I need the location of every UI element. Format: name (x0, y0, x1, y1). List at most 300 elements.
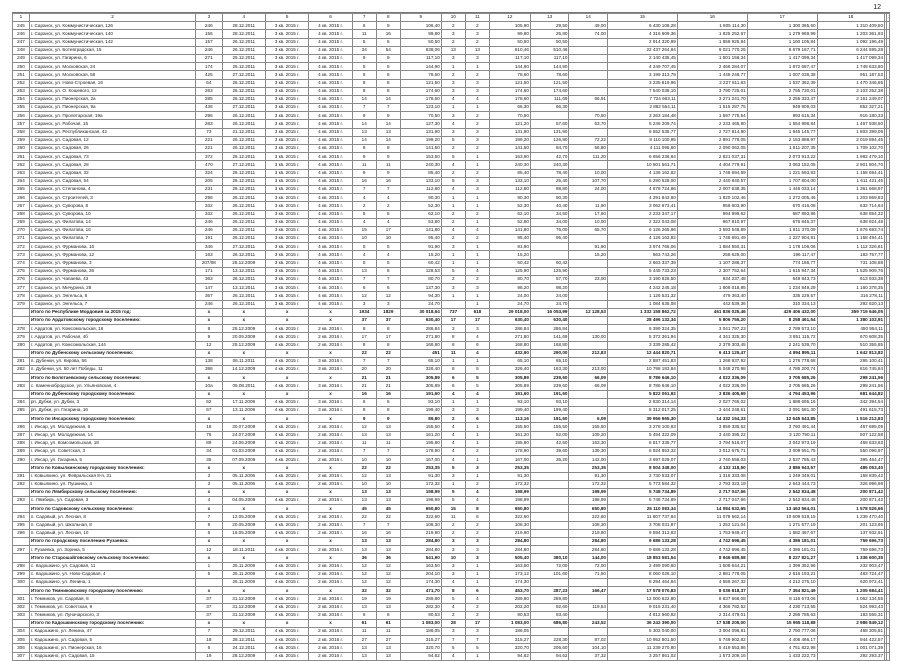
table-cell: 5 (376, 63, 400, 71)
table-cell: 5 (465, 374, 489, 382)
table-cell: г. Саранск, ул. Чапаева, 43 (29, 276, 195, 284)
table-cell: 1 501 156,34 (677, 54, 747, 62)
table-cell: 4 кв. 2015 г. (265, 652, 308, 660)
table-cell: 201 123,65 (817, 521, 884, 529)
table-cell: с. Кадошкино, ул. Ново-Садовая, 4 (29, 570, 195, 578)
table-cell: 4 кв. 2015 г. (265, 603, 308, 611)
table-cell: 66,09 (569, 374, 608, 382)
table-cell: г. Саранск, ул. Садовая, 28 (29, 161, 195, 169)
table-cell: 121,50 (530, 79, 569, 87)
table-cell: 8 786 646,10 (607, 374, 677, 382)
table-cell: 172,32 (400, 480, 441, 488)
table-cell: 916 180,33 (817, 112, 884, 120)
table-cell: 4 кв. 2015 г. (309, 251, 352, 259)
table-cell: 630,40 (530, 316, 569, 324)
table-cell: 52,30 (400, 202, 441, 210)
table-cell: 24,00 (489, 292, 530, 300)
subtotal-row (13, 505, 890, 513)
table-cell (13, 587, 30, 595)
table-cell: 292 293,37 (817, 652, 884, 660)
table-row (13, 120, 890, 128)
table-cell: 12 (352, 578, 376, 586)
table-cell: 142,00 (569, 456, 608, 464)
table-cell: 228,30 (530, 636, 569, 644)
table-cell: 1 448 248,77 (677, 71, 747, 79)
table-cell: 37 (196, 611, 223, 619)
table-cell: 5 419 553,86 (677, 644, 747, 652)
table-cell: 7 (376, 357, 400, 365)
table-row (13, 611, 890, 619)
table-cell: 2 (441, 521, 465, 529)
table-row (13, 407, 890, 415)
table-cell: 219,90 (400, 529, 441, 537)
table-cell (13, 349, 30, 357)
table-cell: 248 (13, 46, 30, 54)
table-cell: 507 122,58 (817, 431, 884, 439)
table-cell: 13 (376, 423, 400, 431)
table-cell-empty (887, 423, 890, 431)
table-cell: 1 160 378,35 (817, 284, 884, 292)
table-cell: х (222, 538, 265, 546)
table-cell (13, 390, 30, 398)
table-cell-empty (887, 488, 890, 496)
table-cell: 2 643 444,73 (747, 480, 817, 488)
table-cell: 206,60 (530, 644, 569, 652)
table-cell: 2 019 894,45 (817, 136, 884, 144)
table-cell: 13 (352, 497, 376, 505)
table-cell: 153,90 (489, 153, 530, 161)
table-cell: 12 (352, 423, 376, 431)
table-cell: 196 117,47 (747, 251, 817, 259)
table-cell: 2 440 840,57 (677, 177, 747, 185)
table-cell: 2 233 347,17 (607, 210, 677, 218)
table-cell: х (265, 505, 308, 513)
table-cell: 4 556 267,32 (677, 578, 747, 586)
table-cell: 70,50 (569, 112, 608, 120)
table-cell: 3 708 031,87 (607, 521, 677, 529)
table-cell: 26.12.2011 (222, 38, 265, 46)
table-row (13, 112, 890, 120)
table-cell: 17 538 205,00 (677, 619, 747, 627)
table-cell: 13 (376, 652, 400, 660)
table-cell: г. Саранск, ул. Коммунистическая, 140 (29, 30, 195, 38)
table-cell: 395 464,47 (817, 456, 884, 464)
table-cell: 1 (441, 63, 465, 71)
table-cell: х (309, 619, 352, 627)
table-cell: 681 644,82 (817, 390, 884, 398)
table-cell: 273 (13, 251, 30, 259)
table-cell: 3 кв. 2015 г. (265, 161, 308, 169)
table-cell: 958 603,90 (677, 202, 747, 210)
table-cell: 245 (13, 22, 30, 30)
table-cell: 9 021 770,25 (677, 46, 747, 54)
table-cell: 288 (13, 439, 30, 447)
subtotal-row (13, 349, 890, 357)
table-cell: 4 878 724,86 (607, 185, 677, 193)
table-cell: 26.12.2011 (222, 300, 265, 308)
table-cell: г. Ковылкино, ул. Февральская 8-я, 31 (29, 472, 195, 480)
table-cell: 8 110 100,95 (607, 136, 677, 144)
table-cell: 4 кв. 2015 г. (265, 595, 308, 603)
table-cell: х (265, 308, 308, 316)
table-cell: 1 007 038,38 (747, 71, 817, 79)
table-cell: г. Саранск, ул. Фурманова, 12 (29, 251, 195, 259)
table-cell: 61 (376, 619, 400, 627)
table-cell: 6 (376, 38, 400, 46)
table-cell: 663 743,26 (607, 251, 677, 259)
table-cell: 8 (352, 325, 376, 333)
table-cell: 23,00 (569, 276, 608, 284)
table-cell: 174,60 (530, 87, 569, 95)
table-row (13, 300, 890, 308)
table-cell: 137,30 (400, 284, 441, 292)
table-cell: х (196, 619, 223, 627)
table-cell: 246 (196, 218, 223, 226)
table-cell: 10,00 (569, 218, 608, 226)
table-cell: 10 (352, 456, 376, 464)
table-cell: 246 (13, 30, 30, 38)
table-cell: 3 кв. 2015 г. (265, 284, 308, 292)
table-cell: 21 (376, 382, 400, 390)
table-cell: 64 (196, 79, 223, 87)
table-cell: 94,30 (400, 292, 441, 300)
table-cell: 1 (441, 194, 465, 202)
table-cell (569, 259, 608, 267)
table-cell: 72,22 (569, 136, 608, 144)
table-cell: 13 (376, 644, 400, 652)
table-cell: 1 399 352,96 (747, 562, 817, 570)
table-cell: 2 (465, 112, 489, 120)
table-cell-empty (887, 46, 890, 54)
table-row (13, 30, 890, 38)
table-cell: х (196, 538, 223, 546)
table-cell: 9 (376, 112, 400, 120)
table-cell: г. Саранск, ул. Суворова, 8 (29, 202, 195, 210)
table-cell: 2 862 554,11 (607, 104, 677, 112)
table-row (13, 87, 890, 95)
table-cell: 451 (400, 349, 441, 357)
housing-program-table (12, 12, 890, 661)
table-cell: 491 615,73 (817, 407, 884, 415)
table-cell: 5 (352, 259, 376, 267)
table-cell: 3 кв. 2015 г. (265, 259, 308, 267)
table-cell: 1 811 207,35 (747, 145, 817, 153)
table-cell: 3 (465, 54, 489, 62)
table-cell (13, 619, 30, 627)
table-cell: 3 кв. 2015 г. (265, 54, 308, 62)
table-cell (530, 480, 569, 488)
table-cell: 2 кв. 2016 г. (309, 521, 352, 529)
table-cell: 173,12 (489, 570, 530, 578)
table-cell: 1 872 687,47 (747, 63, 817, 71)
table-cell: х (222, 488, 265, 496)
table-cell: 7 (352, 104, 376, 112)
table-cell: 468 633,63 (817, 439, 884, 447)
subtotal-row (13, 587, 890, 595)
table-cell: Итого по Лямбирскому сельскому поселению: (29, 488, 195, 496)
table-cell: 4 (441, 390, 465, 398)
table-cell: 3 кв. 2015 г. (265, 30, 308, 38)
table-cell-empty (887, 128, 890, 136)
table-cell: 275 (13, 267, 30, 275)
table-cell: 274 (13, 259, 30, 267)
table-cell: 12.05.2009 (222, 513, 265, 521)
table-cell: 7 (196, 513, 223, 521)
table-cell: 3 041 797,23 (677, 325, 747, 333)
table-cell-empty (887, 456, 890, 464)
table-cell: 138 (196, 357, 223, 365)
table-cell: 8 036 818,37 (677, 587, 747, 595)
table-cell: 3 (441, 562, 465, 570)
table-cell: 630,40 (400, 316, 441, 324)
table-cell: 3 кв. 2016 г. (309, 366, 352, 374)
table-cell: 72,00 (530, 562, 569, 570)
table-cell: 258 (13, 128, 30, 136)
table-cell: 117,10 (530, 54, 569, 62)
table-cell: 2 255 333,47 (747, 95, 817, 103)
table-cell: 2 кв. 2016 г. (309, 480, 352, 488)
table-cell: 1 107 286,37 (677, 259, 747, 267)
subtotal-row (13, 554, 890, 562)
table-cell: х (196, 308, 223, 316)
table-cell: 12 000 622,80 (607, 595, 677, 603)
table-cell: 36 (376, 554, 400, 562)
table-cell: 4 кв. 2015 г. (265, 611, 308, 619)
table-cell (569, 292, 608, 300)
table-cell: 2 (465, 38, 489, 46)
table-cell: 2 007 638,35 (677, 185, 747, 193)
table-cell: 195,80 (400, 439, 441, 447)
table-row (13, 194, 890, 202)
table-cell: 17 (465, 316, 489, 324)
table-cell: 22 (352, 513, 376, 521)
table-cell: х (196, 554, 223, 562)
table-cell: 2 кв. 2016 г. (309, 546, 352, 554)
table-cell: 3 кв. 2016 г. (309, 357, 352, 365)
table-cell: 6 679 167,71 (747, 46, 817, 54)
table-cell: 2 (441, 276, 465, 284)
table-cell: х (265, 390, 308, 398)
table-cell-empty (887, 177, 890, 185)
table-cell: 1 805 114,30 (677, 22, 747, 30)
table-cell: г. Саранск, ул. Садовая, 12 (29, 136, 195, 144)
table-cell (13, 488, 30, 496)
column-number: 12 (489, 14, 530, 22)
table-cell: 4 кв. 2015 г. (309, 38, 352, 46)
table-row (13, 628, 890, 636)
table-cell: 967 810,97 (677, 218, 747, 226)
table-cell: 1 748 691,49 (677, 235, 747, 243)
table-cell: 298 241,56 (817, 382, 884, 390)
table-cell: 2 (465, 22, 489, 30)
table-cell: 90,30 (400, 194, 441, 202)
table-cell: 6 430 108,28 (607, 22, 677, 30)
table-cell: 277 (13, 284, 30, 292)
table-cell: 26.12.2011 (222, 136, 265, 144)
table-cell: 289,80 (400, 595, 441, 603)
table-cell: 2 кв. 2016 г. (309, 456, 352, 464)
table-cell: г. Темников, ул. Советская, 9 (29, 603, 195, 611)
table-cell-empty (887, 194, 890, 202)
table-cell: 3 339 285,42 (607, 341, 677, 349)
table-row (13, 153, 890, 161)
table-cell: 8 258 461,54 (747, 316, 817, 324)
table-cell: Итого по Ардатовскому городскому поселению: (29, 316, 195, 324)
table-cell: 26.12.2011 (222, 218, 265, 226)
table-cell: 12 444 820,71 (607, 349, 677, 357)
table-cell: 28.12.2011 (222, 636, 265, 644)
table-cell: 174,30 (489, 578, 530, 586)
table-cell: 200 871,42 (817, 497, 884, 505)
table-cell: 9 (352, 169, 376, 177)
table-cell (530, 472, 569, 480)
table-cell: 1 (465, 652, 489, 660)
table-cell: 249 (13, 54, 30, 62)
table-cell (569, 38, 608, 46)
table-cell: 6 126 265,96 (607, 226, 677, 234)
table-cell: г. Ардатов, ул. Комсомольская, 144 (29, 341, 195, 349)
table-cell: 13.11.2009 (222, 407, 265, 415)
table-cell: 31.12.2009 (222, 603, 265, 611)
table-cell: 283 (13, 382, 30, 390)
table-cell: 30 018,64 (400, 308, 441, 316)
table-cell: 35 (196, 456, 223, 464)
table-cell: 372 (196, 153, 223, 161)
table-cell: п. Садовый, ул. Школьная, 8 (29, 521, 195, 529)
table-cell-empty (887, 570, 890, 578)
table-cell: 6 656 236,64 (607, 153, 677, 161)
table-cell: 22 (352, 349, 376, 357)
table-cell: 3 235 819,96 (607, 79, 677, 87)
table-cell: 2 750 777,06 (747, 628, 817, 636)
table-cell: 12 128,53 (569, 308, 608, 316)
table-row (13, 423, 890, 431)
table-cell: 3 (441, 628, 465, 636)
table-cell: 10 (352, 480, 376, 488)
table-cell: 133,10 (400, 177, 441, 185)
table-cell: 332 (196, 210, 223, 218)
table-cell: 260 (13, 145, 30, 153)
table-cell: х (265, 587, 308, 595)
table-cell: 2 (441, 145, 465, 153)
table-cell: 279 (13, 333, 30, 341)
table-cell: 1 642 813,82 (817, 349, 884, 357)
table-cell: 112,80 (489, 185, 530, 193)
table-cell: 66,09 (569, 382, 608, 390)
table-cell: 22 (376, 349, 400, 357)
table-cell: 253 (13, 87, 30, 95)
table-cell: г. Инсар, ул. Гагарина, 5 (29, 456, 195, 464)
table-cell: 1 (465, 570, 489, 578)
table-cell: 199,40 (489, 407, 530, 415)
table-cell: 105,90 (489, 22, 530, 30)
table-cell: 4 132 118,50 (677, 464, 747, 472)
table-cell: 112,80 (400, 185, 441, 193)
table-cell: г. Кадошкино, ул. Пионерская, 16 (29, 644, 195, 652)
table-cell: 1 336 600,35 (817, 554, 884, 562)
table-cell: 4 кв. 2015 г. (265, 513, 308, 521)
table-cell: Итого по Инсарскому городскому поселению: (29, 415, 195, 423)
table-cell: 3 (465, 177, 489, 185)
table-row (13, 63, 890, 71)
table-cell: 168,80 (489, 341, 530, 349)
table-cell: 11 (376, 628, 400, 636)
table-cell: 4 406 466,17 (747, 636, 817, 644)
table-cell: 34 (196, 447, 223, 455)
table-cell: 16 (352, 177, 376, 185)
table-cell: 65,10 (530, 357, 569, 365)
table-cell: 4 742 696,45 (677, 546, 747, 554)
table-cell: 4 кв. 2015 г. (265, 382, 308, 390)
table-cell: 4 341 325,30 (677, 333, 747, 341)
table-cell: 630,40 (489, 316, 530, 324)
table-cell: 436 (196, 104, 223, 112)
table-row (13, 439, 890, 447)
table-cell: г. Саранск, ул. Филатова, 7 (29, 235, 195, 243)
table-cell: 172,32 (569, 480, 608, 488)
table-cell: 8 (441, 366, 465, 374)
table-cell: 4 111 095,60 (607, 145, 677, 153)
table-row (13, 480, 890, 488)
table-cell: п. Дубенки, ул. 50 лет Победы, 11 (29, 366, 195, 374)
table-cell: 326 996,98 (817, 480, 884, 488)
table-cell: 171 (196, 267, 223, 275)
table-cell: 19 (352, 595, 376, 603)
table-cell: 286 (13, 423, 30, 431)
table-cell: 18 (196, 636, 223, 644)
table-cell: 301 (13, 595, 30, 603)
table-cell: 2 (441, 22, 465, 30)
table-cell: 11 807 737,64 (607, 513, 677, 521)
table-cell-empty (887, 161, 890, 169)
table-cell: 2 730 533,07 (607, 472, 677, 480)
table-cell: 285 (196, 95, 223, 103)
table-cell: 65,10 (489, 357, 530, 365)
table-cell-empty (887, 407, 890, 415)
table-cell: 2 727 814,90 (677, 128, 747, 136)
table-cell: 4 (465, 333, 489, 341)
table-cell: 1 (196, 562, 223, 570)
table-cell: 6 (441, 382, 465, 390)
table-cell: 2 755 730,01 (747, 87, 817, 95)
table-cell: 8 (352, 407, 376, 415)
table-cell: 153,50 (400, 153, 441, 161)
table-cell: 4 кв. 2015 г. (309, 95, 352, 103)
table-cell: 3 794 516,07 (677, 439, 747, 447)
table-cell: 4 (441, 161, 465, 169)
table-cell: 4 кв. 2015 г. (309, 259, 352, 267)
table-cell: 1 (465, 218, 489, 226)
table-cell: 5 (441, 153, 465, 161)
table-cell: 5 806 755,20 (677, 316, 747, 324)
table-cell (530, 251, 569, 259)
table-cell: 486 053,40 (817, 464, 884, 472)
table-cell: 4 242 245,18 (607, 284, 677, 292)
table-cell: 198,99 (400, 497, 441, 505)
table-cell: 305 (13, 636, 30, 644)
table-cell: 302 (13, 603, 30, 611)
table-cell: 2 499 090,60 (607, 562, 677, 570)
table-cell: 6 (352, 284, 376, 292)
table-cell: 1 (441, 251, 465, 259)
table-cell: 6 (465, 415, 489, 423)
table-cell: 304 (13, 628, 30, 636)
table-cell: 240,30 (530, 161, 569, 169)
table-cell: 280 (13, 341, 30, 349)
table-cell: 17 (376, 333, 400, 341)
table-cell: 76,00 (530, 226, 569, 234)
table-cell: 14 (376, 95, 400, 103)
